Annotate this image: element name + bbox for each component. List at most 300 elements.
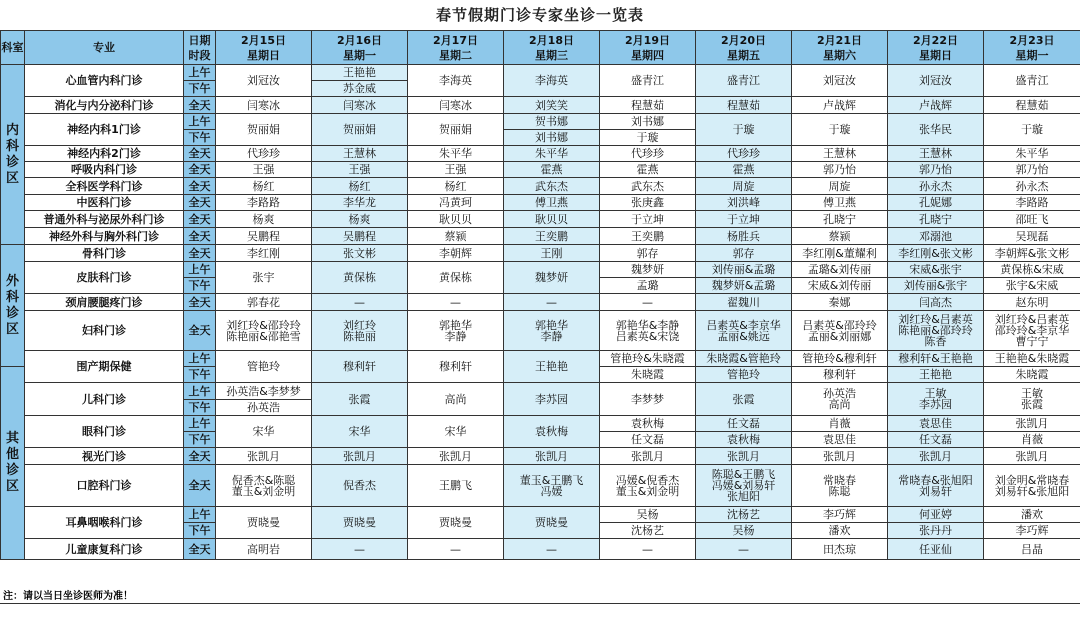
doctor-cell: 卢战辉 <box>888 97 984 114</box>
header-category: 科室 <box>1 31 25 65</box>
doctor-cell: 李红刚 <box>216 245 312 262</box>
doctor-cell: 霍燕 <box>696 162 792 178</box>
doctor-cell: 卢战辉 <box>792 97 888 114</box>
doctor-cell: 朱平华 <box>408 146 504 162</box>
time-slot-cell: 全天 <box>184 211 216 228</box>
doctor-cell: 刘冠汝 <box>888 65 984 97</box>
doctor-line: 陈艳丽 <box>343 329 376 343</box>
doctor-cell: 程慧茹 <box>600 97 696 114</box>
doctor-cell: 周旋 <box>792 178 888 195</box>
doctor-cell <box>888 383 984 416</box>
doctor-cell: 李海英 <box>504 65 600 97</box>
dept-cell: 全科医学科门诊 <box>25 178 184 195</box>
header-date: 2月21日 <box>817 33 862 47</box>
doctor-cell: 于璇 <box>792 114 888 146</box>
doctor-line: 刘易轩&张旭阳 <box>994 484 1070 498</box>
doctor-cell <box>504 465 600 507</box>
doctor-line: 刘红玲&邵玲玲 <box>226 318 301 332</box>
table-row <box>1 351 1080 367</box>
doctor-cell: 盛青江 <box>984 65 1080 97</box>
doctor-cell: 刘冠汝 <box>216 65 312 97</box>
header-weekday: 星期六 <box>823 48 856 62</box>
doctor-cell: 李海英 <box>408 65 504 97</box>
doctor-cell: 魏梦妍 <box>504 262 600 294</box>
table-row <box>1 294 1080 311</box>
doctor-cell: 于立坤 <box>600 211 696 228</box>
doctor-cell: 王慧林 <box>312 146 408 162</box>
time-slot-cell: 上午 <box>184 416 216 432</box>
doctor-cell: 闫寒冰 <box>216 97 312 114</box>
doctor-line: 倪香杰&陈聪 <box>231 473 296 487</box>
doctor-cell: 李红刚&董耀利 <box>792 245 888 262</box>
doctor-cell <box>792 311 888 351</box>
doctor-cell: 袁思佳 <box>888 416 984 432</box>
doctor-cell: 武东杰 <box>504 178 600 195</box>
doctor-cell: 吴杨 <box>696 523 792 539</box>
doctor-cell <box>600 311 696 351</box>
time-slot-cell: 全天 <box>184 195 216 211</box>
doctor-cell: 潘欢 <box>792 523 888 539</box>
doctor-line: 郭艳华&李静 <box>615 318 680 332</box>
doctor-cell: 穆利轩&王艳艳 <box>888 351 984 367</box>
time-slot-cell: 上午 <box>184 114 216 130</box>
doctor-cell: 王艳艳 <box>888 367 984 383</box>
doctor-cell: 王艳艳 <box>312 65 408 81</box>
doctor-cell: 王慧林 <box>792 146 888 162</box>
doctor-cell: 孟璐&刘传丽 <box>792 262 888 278</box>
doctor-cell: 潘欢 <box>984 507 1080 523</box>
doctor-cell: 魏梦妍 <box>600 262 696 278</box>
doctor-cell: 任亚仙 <box>888 539 984 560</box>
doctor-cell <box>216 311 312 351</box>
doctor-cell: 于璇 <box>600 130 696 146</box>
header-weekday: 星期四 <box>631 48 664 62</box>
header-date: 2月22日 <box>913 33 958 47</box>
time-slot-cell: 上午 <box>184 262 216 278</box>
doctor-cell: 肖薇 <box>984 432 1080 448</box>
doctor-cell: 杨红 <box>312 178 408 195</box>
doctor-line: 王敏 <box>1021 387 1043 400</box>
doctor-cell: 孙英浩 <box>216 400 312 416</box>
category-char: 科 <box>5 138 19 154</box>
doctor-cell: 郭存 <box>600 245 696 262</box>
dept-cell: 耳鼻咽喉科门诊 <box>25 507 184 539</box>
time-slot-cell: 全天 <box>184 146 216 162</box>
doctor-cell: 王奕鹏 <box>600 228 696 245</box>
header-date-3 <box>504 31 600 65</box>
doctor-cell: 张霞 <box>696 383 792 416</box>
doctor-line: 孙英浩 <box>823 387 856 400</box>
doctor-cell: 蔡颍 <box>792 228 888 245</box>
doctor-cell: 李朝辉&张文彬 <box>984 245 1080 262</box>
header-date-slot-line: 时段 <box>188 48 211 62</box>
doctor-line: 刘易轩 <box>919 484 952 498</box>
time-slot-cell: 下午 <box>184 130 216 146</box>
doctor-cell: 张凯月 <box>888 448 984 465</box>
header-date-6 <box>792 31 888 65</box>
doctor-cell: 王奕鹏 <box>504 228 600 245</box>
doctor-cell: 张文彬 <box>312 245 408 262</box>
doctor-cell: 李巧辉 <box>792 507 888 523</box>
schedule-table <box>0 30 1080 560</box>
doctor-cell <box>792 465 888 507</box>
doctor-cell: 郭春花 <box>216 294 312 311</box>
time-slot-cell: 下午 <box>184 367 216 383</box>
doctor-cell <box>696 311 792 351</box>
doctor-cell: 李路路 <box>984 195 1080 211</box>
doctor-cell: 倪香杰 <box>312 465 408 507</box>
doctor-cell <box>696 465 792 507</box>
header-weekday: 星期日 <box>919 48 952 62</box>
doctor-cell <box>504 311 600 351</box>
table-row <box>1 97 1080 114</box>
doctor-cell: 贾晓曼 <box>504 507 600 539</box>
doctor-line: 冯媛&刘易轩 <box>711 479 776 492</box>
doctor-cell: 张凯月 <box>792 448 888 465</box>
category-char: 区 <box>5 170 19 186</box>
doctor-cell: 朱晓霞 <box>600 367 696 383</box>
header-date-2 <box>408 31 504 65</box>
doctor-cell: 王刚 <box>504 245 600 262</box>
doctor-line: 刘红玲 <box>343 318 376 332</box>
header-date: 2月18日 <box>529 33 574 47</box>
header-date: 2月15日 <box>241 33 286 47</box>
doctor-line: 王敏 <box>924 387 947 400</box>
doctor-line: 孟丽&姚远 <box>717 329 770 343</box>
doctor-line: 陈艳丽&邵玲玲 <box>898 324 973 337</box>
doctor-cell: 贺丽娟 <box>312 114 408 146</box>
doctor-cell: — <box>408 294 504 311</box>
dept-cell: 神经内科2门诊 <box>25 146 184 162</box>
doctor-cell: 郭乃怡 <box>984 162 1080 178</box>
time-slot-cell: 全天 <box>184 311 216 351</box>
category-char: 区 <box>5 479 19 494</box>
doctor-cell <box>600 465 696 507</box>
doctor-cell: 傅卫燕 <box>504 195 600 211</box>
doctor-cell: 孔妮娜 <box>888 195 984 211</box>
doctor-line: 曹宁宁 <box>1015 335 1049 348</box>
table-row <box>1 262 1080 278</box>
doctor-line: 陈香 <box>924 335 947 348</box>
doctor-cell: 穆利轩 <box>792 367 888 383</box>
doctor-cell: 张凯月 <box>696 448 792 465</box>
doctor-line: 李苏园 <box>919 398 952 411</box>
doctor-cell: 宋华 <box>408 416 504 448</box>
doctor-cell: 杨爽 <box>216 211 312 228</box>
doctor-cell: 沈杨艺 <box>600 523 696 539</box>
doctor-cell: 张霞 <box>312 383 408 416</box>
time-slot-cell: 全天 <box>184 228 216 245</box>
doctor-cell: 于璇 <box>696 114 792 146</box>
table-row <box>1 178 1080 195</box>
doctor-cell: 王艳艳 <box>504 351 600 383</box>
doctor-line: 冯媛&倪香杰 <box>615 473 680 487</box>
doctor-cell: 张凯月 <box>600 448 696 465</box>
dept-cell: 围产期保健 <box>25 351 184 383</box>
page-title: 春节假期门诊专家坐诊一览表 <box>435 6 644 24</box>
doctor-cell <box>792 383 888 416</box>
doctor-cell: 李苏园 <box>504 383 600 416</box>
doctor-cell: 刘笑笑 <box>504 97 600 114</box>
dept-cell: 心血管内科门诊 <box>25 65 184 97</box>
header-date-slot-line: 日期 <box>188 33 211 47</box>
doctor-cell: 贺书娜 <box>504 114 600 130</box>
doctor-cell: 吴鹏程 <box>312 228 408 245</box>
doctor-cell: 黄保栋 <box>312 262 408 294</box>
doctor-cell: 郭乃怡 <box>888 162 984 178</box>
doctor-line: 陈聪&王鹏飞 <box>711 468 776 481</box>
doctor-cell: 管艳玲&穆利轩 <box>792 351 888 367</box>
doctor-cell: 管艳玲 <box>696 367 792 383</box>
doctor-cell <box>984 383 1080 416</box>
doctor-cell: 王强 <box>312 162 408 178</box>
doctor-cell: 朱晓霞 <box>984 367 1080 383</box>
table-row <box>1 228 1080 245</box>
doctor-cell: 吴杨 <box>600 507 696 523</box>
doctor-cell: 张凯月 <box>984 416 1080 432</box>
doctor-cell: 贾晓曼 <box>408 507 504 539</box>
doctor-line: 吕素英&宋饶 <box>615 329 680 343</box>
doctor-line: 陈聪 <box>828 484 851 498</box>
doctor-line: 张旭阳 <box>727 490 760 503</box>
doctor-cell: 盛青江 <box>696 65 792 97</box>
doctor-cell: 管艳玲&朱晓霞 <box>600 351 696 367</box>
doctor-cell: 耿贝贝 <box>504 211 600 228</box>
dept-cell: 儿科门诊 <box>25 383 184 416</box>
category-char: 诊 <box>5 154 19 170</box>
doctor-cell: 代珍珍 <box>696 146 792 162</box>
header-date-slot <box>184 31 216 65</box>
doctor-line: 郭艳华 <box>439 318 472 332</box>
doctor-line: 邵玲玲&李京华 <box>994 324 1070 337</box>
header-weekday: 星期一 <box>343 48 376 62</box>
doctor-cell: 杨红 <box>408 178 504 195</box>
doctor-cell <box>408 311 504 351</box>
doctor-cell: 高明岩 <box>216 539 312 560</box>
header-date: 2月20日 <box>721 33 766 47</box>
doctor-cell: 宋华 <box>312 416 408 448</box>
header-date: 2月19日 <box>625 33 670 47</box>
time-slot-cell: 全天 <box>184 178 216 195</box>
table-row <box>1 416 1080 432</box>
doctor-cell: 杨红 <box>216 178 312 195</box>
doctor-cell: 孔晓宁 <box>792 211 888 228</box>
doctor-cell: 刘冠汝 <box>792 65 888 97</box>
dept-cell: 神经外科与胸外科门诊 <box>25 228 184 245</box>
time-slot-cell: 全天 <box>184 97 216 114</box>
doctor-cell: 杨胜兵 <box>696 228 792 245</box>
header-weekday: 星期三 <box>535 48 568 62</box>
doctor-cell: 冯黄珂 <box>408 195 504 211</box>
doctor-cell: 贾晓曼 <box>216 507 312 539</box>
doctor-cell: 邓溺池 <box>888 228 984 245</box>
doctor-cell: 宋威&张宇 <box>888 262 984 278</box>
time-slot-cell: 上午 <box>184 351 216 367</box>
doctor-cell: 孔晓宁 <box>888 211 984 228</box>
header-weekday: 星期一 <box>1015 48 1049 62</box>
table-row <box>1 311 1080 351</box>
doctor-cell: 任文磊 <box>696 416 792 432</box>
doctor-line: 常晓春 <box>823 473 856 487</box>
doctor-cell: 张宇&宋威 <box>984 278 1080 294</box>
doctor-cell: 王强 <box>216 162 312 178</box>
doctor-cell: 肖薇 <box>792 416 888 432</box>
doctor-cell: 吕晶 <box>984 539 1080 560</box>
table-row <box>1 195 1080 211</box>
doctor-cell: 王艳艳&朱晓霞 <box>984 351 1080 367</box>
doctor-cell: 张凯月 <box>312 448 408 465</box>
doctor-line: 郭艳华 <box>535 318 568 332</box>
doctor-cell: 吴现磊 <box>984 228 1080 245</box>
time-slot-cell: 全天 <box>184 294 216 311</box>
doctor-line: 刘红玲&吕素英 <box>994 313 1070 326</box>
doctor-cell: 杨爽 <box>312 211 408 228</box>
doctor-cell: 高尚 <box>408 383 504 416</box>
doctor-cell: 霍燕 <box>504 162 600 178</box>
header-weekday: 星期五 <box>727 48 760 62</box>
time-slot-cell: 全天 <box>184 448 216 465</box>
doctor-cell: 李红刚&张文彬 <box>888 245 984 262</box>
doctor-cell: 贾晓曼 <box>312 507 408 539</box>
doctor-cell: 管艳玲 <box>216 351 312 383</box>
doctor-cell: 孟璐 <box>600 278 696 294</box>
category-char: 他 <box>5 447 19 462</box>
doctor-cell: 穆利轩 <box>312 351 408 383</box>
header-date-8 <box>984 31 1080 65</box>
table-row <box>1 65 1080 81</box>
doctor-line: 刘金明&常晓春 <box>994 473 1070 487</box>
time-slot-cell: 下午 <box>184 523 216 539</box>
doctor-cell: 刘传丽&张宇 <box>888 278 984 294</box>
dept-cell: 颈肩腰腿疼门诊 <box>25 294 184 311</box>
doctor-cell: 代珍珍 <box>216 146 312 162</box>
doctor-line: 常晓春&张旭阳 <box>898 473 973 487</box>
doctor-cell: 闫寒冰 <box>312 97 408 114</box>
doctor-line: 董玉&刘金明 <box>231 484 296 498</box>
doctor-line: 董玉&刘金明 <box>615 484 680 498</box>
doctor-cell: 张庚鑫 <box>600 195 696 211</box>
doctor-line: 刘红玲&吕素英 <box>898 313 973 326</box>
doctor-cell: 李梦梦 <box>600 383 696 416</box>
category-char: 其 <box>5 431 19 446</box>
table-row <box>1 539 1080 560</box>
table-row <box>1 507 1080 523</box>
doctor-cell: 贺丽娟 <box>216 114 312 146</box>
doctor-line: 李静 <box>540 329 563 343</box>
doctor-cell: 吴鹏程 <box>216 228 312 245</box>
dept-cell: 骨科门诊 <box>25 245 184 262</box>
doctor-cell: 王鹏飞 <box>408 465 504 507</box>
header-weekday: 星期日 <box>247 48 280 62</box>
header-date: 2月17日 <box>433 33 478 47</box>
doctor-cell: 郭存 <box>696 245 792 262</box>
dept-cell: 口腔科门诊 <box>25 465 184 507</box>
doctor-cell: 程慧茹 <box>984 97 1080 114</box>
doctor-cell: 黄保栋 <box>408 262 504 294</box>
doctor-cell: 何亚婷 <box>888 507 984 523</box>
doctor-cell: 刘传丽&孟璐 <box>696 262 792 278</box>
doctor-cell: 霍燕 <box>600 162 696 178</box>
doctor-cell: — <box>408 539 504 560</box>
doctor-cell: 刘书娜 <box>600 114 696 130</box>
doctor-cell <box>984 311 1080 351</box>
doctor-cell: 闫高杰 <box>888 294 984 311</box>
doctor-cell: 袁秋梅 <box>504 416 600 448</box>
doctor-cell: — <box>312 294 408 311</box>
header-date: 2月23日 <box>1009 33 1055 47</box>
doctor-line: 冯媛 <box>540 484 563 498</box>
doctor-line: 李静 <box>444 329 467 343</box>
doctor-cell: 赵东明 <box>984 294 1080 311</box>
doctor-cell: — <box>600 294 696 311</box>
doctor-line: 董玉&王鹏飞 <box>519 473 584 487</box>
doctor-cell: 沈杨艺 <box>696 507 792 523</box>
doctor-cell: 孙永杰 <box>888 178 984 195</box>
doctor-cell: 朱平华 <box>504 146 600 162</box>
time-slot-cell: 全天 <box>184 245 216 262</box>
doctor-cell: 刘书娜 <box>504 130 600 146</box>
time-slot-cell: 上午 <box>184 383 216 400</box>
doctor-line: 吕素英&邵玲玲 <box>802 318 877 332</box>
doctor-cell: 于璇 <box>984 114 1080 146</box>
doctor-cell: 任文磊 <box>888 432 984 448</box>
table-row <box>1 211 1080 228</box>
dept-cell: 视光门诊 <box>25 448 184 465</box>
category-char: 区 <box>5 321 19 337</box>
dept-cell: 妇科门诊 <box>25 311 184 351</box>
category-cell <box>1 245 25 367</box>
doctor-cell: 袁思佳 <box>792 432 888 448</box>
header-date: 2月16日 <box>337 33 382 47</box>
doctor-cell: 程慧茹 <box>696 97 792 114</box>
doctor-line: 吕素英&李京华 <box>706 318 781 332</box>
dept-cell: 普通外科与泌尿外科门诊 <box>25 211 184 228</box>
doctor-cell: 穆利轩 <box>408 351 504 383</box>
table-row <box>1 114 1080 130</box>
doctor-cell: 袁秋梅 <box>696 432 792 448</box>
time-slot-cell: 下午 <box>184 400 216 416</box>
dept-cell: 眼科门诊 <box>25 416 184 448</box>
dept-cell: 中医科门诊 <box>25 195 184 211</box>
category-char: 内 <box>5 122 19 138</box>
time-slot-cell: 下午 <box>184 432 216 448</box>
header-weekday: 星期二 <box>439 48 472 62</box>
header-date-0 <box>216 31 312 65</box>
table-row <box>1 245 1080 262</box>
time-slot-cell: 全天 <box>184 162 216 178</box>
doctor-cell <box>984 465 1080 507</box>
doctor-cell: 朱晓霞&管艳玲 <box>696 351 792 367</box>
doctor-cell: 武东杰 <box>600 178 696 195</box>
doctor-cell: 刘洪峰 <box>696 195 792 211</box>
header-date-7 <box>888 31 984 65</box>
time-slot-cell: 下午 <box>184 81 216 97</box>
doctor-cell: 盛青江 <box>600 65 696 97</box>
doctor-cell: 朱平华 <box>984 146 1080 162</box>
doctor-cell: — <box>696 539 792 560</box>
header-row <box>1 31 1080 65</box>
doctor-cell: 袁秋梅 <box>600 416 696 432</box>
doctor-cell: 闫寒冰 <box>408 97 504 114</box>
dept-cell: 神经内科1门诊 <box>25 114 184 146</box>
doctor-cell <box>888 465 984 507</box>
doctor-cell: — <box>600 539 696 560</box>
time-slot-cell: 全天 <box>184 465 216 507</box>
table-row <box>1 146 1080 162</box>
doctor-line: 高尚 <box>828 398 851 411</box>
doctor-cell: 孙永杰 <box>984 178 1080 195</box>
doctor-cell: 张凯月 <box>984 448 1080 465</box>
